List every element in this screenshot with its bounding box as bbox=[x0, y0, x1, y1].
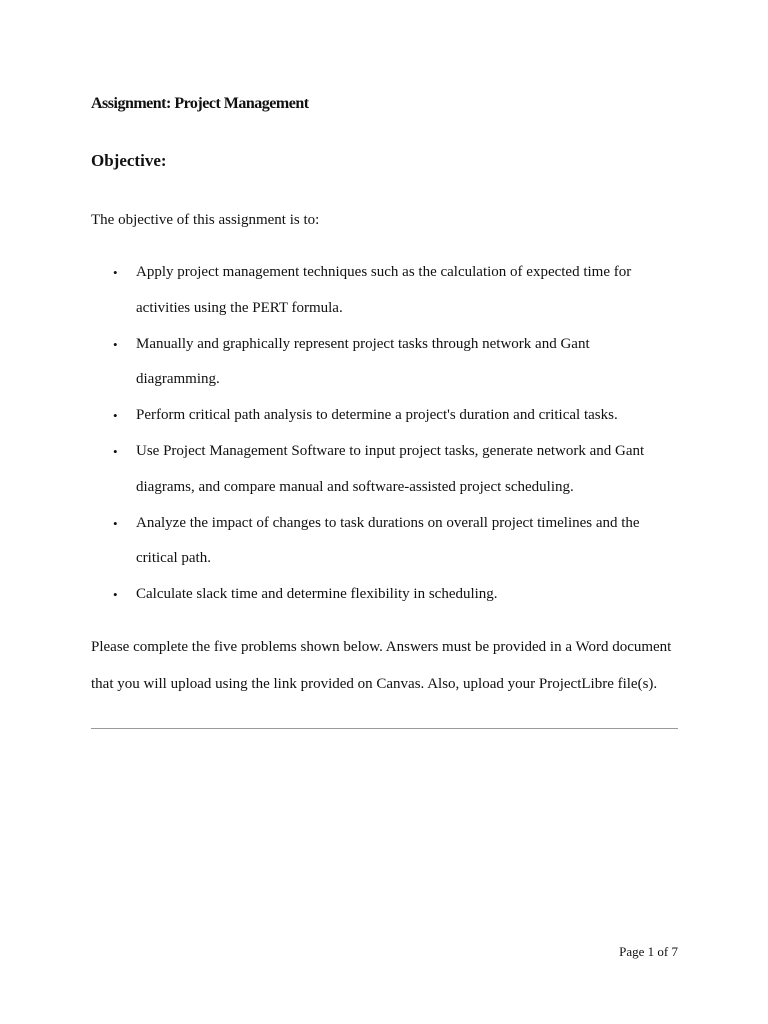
bullet-icon: • bbox=[113, 587, 118, 603]
objectives-list bbox=[91, 255, 651, 613]
bullet-icon: • bbox=[113, 408, 118, 424]
list-item-text: Use Project Management Software to input project tasks, generate network and Gant diagrams, and compare manual and software-assisted project scheduling. bbox=[136, 442, 645, 495]
list-item-text: Apply project management techniques such as the calculation of expected time for activities using the PERT formula. bbox=[136, 264, 632, 316]
list-item bbox=[91, 255, 651, 327]
list-item-text: Calculate slack time and determine flexibility in scheduling. bbox=[136, 586, 498, 603]
list-item bbox=[91, 506, 651, 578]
closing-paragraph: Please complete the five problems shown below. Answers must be provided in a Word document that you will upload using the link provided on Canvas. Also, upload your ProjectLibre file(s). bbox=[91, 639, 672, 692]
horizontal-rule bbox=[91, 728, 678, 729]
list-item-text: Analyze the impact of changes to task durations on overall project timelines and the critical path. bbox=[136, 514, 640, 567]
list-item bbox=[91, 577, 651, 613]
list-item bbox=[91, 398, 651, 434]
intro-paragraph: The objective of this assignment is to: bbox=[91, 212, 320, 228]
objective-heading: Objective: bbox=[91, 151, 167, 170]
list-item bbox=[91, 434, 651, 506]
bullet-icon: • bbox=[113, 336, 118, 352]
bullet-icon: • bbox=[113, 265, 118, 280]
list-item-text: Perform critical path analysis to determine a project's duration and critical tasks. bbox=[136, 407, 618, 424]
bullet-icon: • bbox=[113, 515, 118, 531]
bullet-icon: • bbox=[113, 443, 118, 459]
page-number: Page 1 of 7 bbox=[619, 944, 678, 959]
document-title: Assignment: Project Management bbox=[91, 95, 309, 112]
list-item-text: Manually and graphically represent project tasks through network and Gant diagramming. bbox=[136, 335, 590, 388]
list-item bbox=[91, 327, 651, 399]
